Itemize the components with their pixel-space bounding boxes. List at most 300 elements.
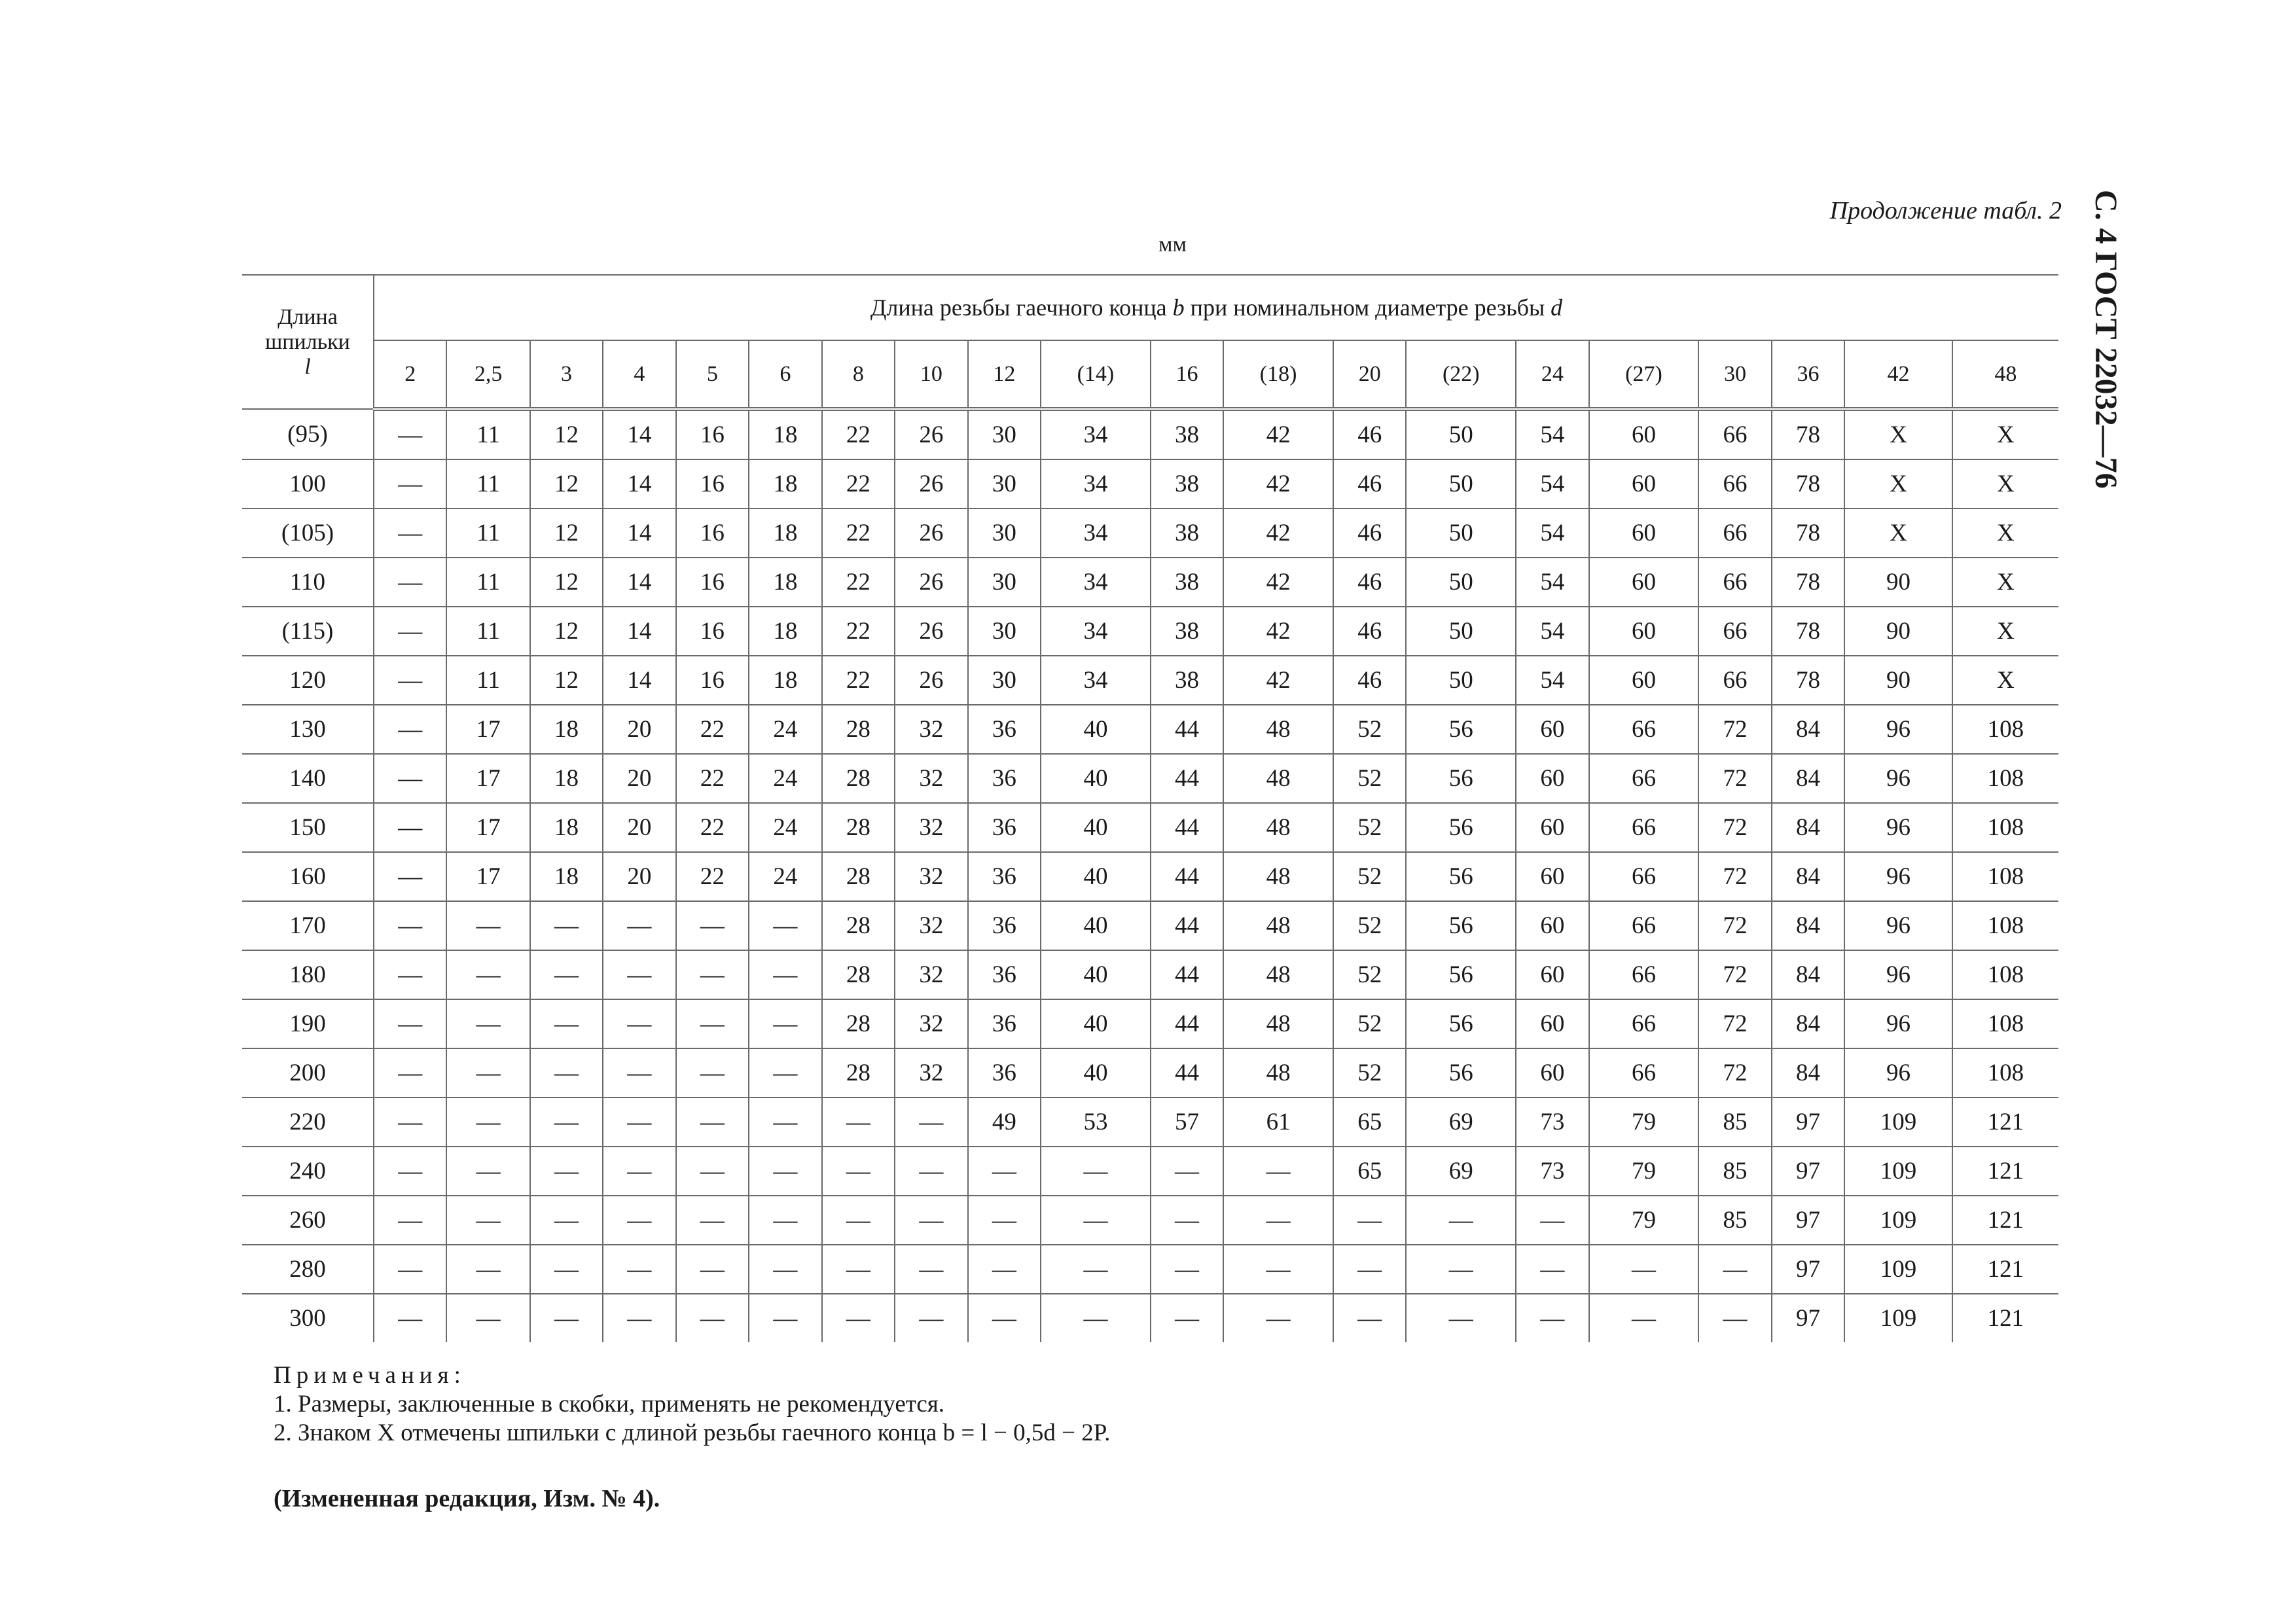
thread-length-cell: — (374, 803, 446, 852)
table-row (242, 656, 2058, 705)
thread-length-cell: 26 (895, 508, 967, 558)
thread-length-cell: 54 (1516, 409, 1588, 459)
thread-length-cell: 60 (1516, 1048, 1588, 1097)
thread-length-cell: 72 (1698, 852, 1771, 901)
thread-length-cell: 14 (603, 508, 675, 558)
thread-length-cell: 109 (1844, 1147, 1952, 1196)
thread-length-cell: 22 (822, 558, 895, 607)
thread-length-cell: 18 (530, 803, 603, 852)
thread-length-cell: 108 (1952, 901, 2058, 950)
note-2: 2. Знаком X отмечены шпильки с длиной резьбы гаечного конца b = l − 0,5d − 2P. (274, 1419, 1111, 1446)
thread-length-cell: 38 (1151, 459, 1223, 508)
thread-length-cell: — (676, 1196, 749, 1245)
thread-length-cell: 17 (446, 754, 529, 803)
thread-length-cell: 30 (968, 656, 1041, 705)
thread-length-cell: 30 (968, 607, 1041, 656)
thread-length-cell: 108 (1952, 754, 2058, 803)
thread-length-cell: 84 (1772, 950, 1844, 999)
thread-length-cell: 26 (895, 656, 967, 705)
thread-length-cell: 50 (1406, 558, 1516, 607)
thread-length-cell: — (1516, 1196, 1588, 1245)
stud-length-cell: (95) (242, 409, 374, 459)
thread-length-cell: 24 (749, 705, 821, 754)
diameter-header-cell: 30 (1698, 340, 1771, 409)
thread-length-cell: 40 (1041, 803, 1151, 852)
stud-length-cell: 130 (242, 705, 374, 754)
thread-length-cell: — (446, 1097, 529, 1147)
thread-length-cell: 18 (530, 754, 603, 803)
thread-length-cell: 60 (1589, 459, 1699, 508)
thread-length-cell: 84 (1772, 705, 1844, 754)
thread-length-cell: — (968, 1245, 1041, 1294)
thread-length-cell: 78 (1772, 409, 1844, 459)
thread-length-cell: 46 (1333, 459, 1406, 508)
thread-length-cell: — (1516, 1245, 1588, 1294)
thread-length-cell: 48 (1223, 852, 1333, 901)
thread-length-cell: 12 (530, 558, 603, 607)
thread-length-cell: 50 (1406, 459, 1516, 508)
thread-length-cell: 56 (1406, 950, 1516, 999)
table-row (242, 1147, 2058, 1196)
thread-length-cell: 36 (968, 705, 1041, 754)
thread-length-cell: — (530, 1147, 603, 1196)
thread-length-cell: — (749, 950, 821, 999)
thread-length-cell: 18 (749, 459, 821, 508)
thread-length-cell: 34 (1041, 607, 1151, 656)
thread-length-cell: 26 (895, 459, 967, 508)
thread-length-cell: — (1333, 1245, 1406, 1294)
thread-length-cell: 20 (603, 803, 675, 852)
thread-length-cell: — (676, 1245, 749, 1294)
stud-length-cell: 260 (242, 1196, 374, 1245)
thread-length-cell: 48 (1223, 999, 1333, 1048)
thread-length-cell: — (603, 1245, 675, 1294)
thread-length-cell: 52 (1333, 999, 1406, 1048)
thread-length-cell: 22 (822, 409, 895, 459)
thread-length-cell: — (374, 607, 446, 656)
table-row (242, 1196, 2058, 1245)
thread-length-cell: 28 (822, 950, 895, 999)
stud-length-cell: 240 (242, 1147, 374, 1196)
stud-length-cell: 190 (242, 999, 374, 1048)
table-row (242, 1245, 2058, 1294)
thread-length-cell: 52 (1333, 852, 1406, 901)
thread-length-cell: 22 (676, 754, 749, 803)
thread-length-cell: X (1952, 607, 2058, 656)
table-row (242, 1097, 2058, 1147)
thread-length-cell: — (374, 1048, 446, 1097)
thread-length-cell: — (1151, 1294, 1223, 1342)
thread-length-cell: — (374, 999, 446, 1048)
thread-length-cell: 28 (822, 705, 895, 754)
thread-length-cell: 16 (676, 409, 749, 459)
stud-length-cell: 220 (242, 1097, 374, 1147)
thread-length-cell: 22 (822, 656, 895, 705)
thread-length-cell: 32 (895, 852, 967, 901)
diameter-header-cell: 2 (374, 340, 446, 409)
thread-length-cell: 16 (676, 656, 749, 705)
thread-length-cell: 56 (1406, 901, 1516, 950)
thread-length-cell: — (676, 999, 749, 1048)
thread-length-cell: 36 (968, 852, 1041, 901)
thread-length-cell: 20 (603, 754, 675, 803)
thread-length-cell: 22 (676, 705, 749, 754)
thread-length-cell: 28 (822, 754, 895, 803)
thread-length-cell: 108 (1952, 852, 2058, 901)
thread-length-cell: 34 (1041, 656, 1151, 705)
table-row (242, 1048, 2058, 1097)
table-header-row (242, 275, 2058, 340)
thread-length-cell: 121 (1952, 1147, 2058, 1196)
thread-length-cell: 48 (1223, 1048, 1333, 1097)
page-header (2085, 190, 2163, 504)
thread-length-cell: — (603, 1294, 675, 1342)
thread-length-cell: 18 (749, 409, 821, 459)
thread-length-cell: 90 (1844, 656, 1952, 705)
thread-length-cell: — (822, 1196, 895, 1245)
thread-length-cell: — (603, 999, 675, 1048)
thread-length-cell: 72 (1698, 754, 1771, 803)
diameter-header-cell: 4 (603, 340, 675, 409)
thread-length-cell: 48 (1223, 705, 1333, 754)
thread-length-cell: 79 (1589, 1097, 1699, 1147)
thread-length-cell: 85 (1698, 1196, 1771, 1245)
thread-length-cell: 16 (676, 607, 749, 656)
thread-length-cell: X (1844, 409, 1952, 459)
diameter-header-cell: 12 (968, 340, 1041, 409)
thread-length-cell: 66 (1589, 705, 1699, 754)
thread-length-cell: 52 (1333, 705, 1406, 754)
thread-length-cell: — (603, 1196, 675, 1245)
thread-length-cell: — (374, 950, 446, 999)
thread-length-cell: — (530, 1097, 603, 1147)
thread-length-cell: 26 (895, 607, 967, 656)
thread-length-cell: — (374, 1147, 446, 1196)
thread-length-cell: X (1952, 459, 2058, 508)
thread-length-cell: 12 (530, 459, 603, 508)
thread-length-cell: — (1406, 1196, 1516, 1245)
thread-length-cell: — (1041, 1245, 1151, 1294)
table-row (242, 1294, 2058, 1342)
thread-length-cell: — (446, 999, 529, 1048)
thread-length-cell: 52 (1333, 803, 1406, 852)
diameter-header-cell: 5 (676, 340, 749, 409)
thread-length-cell: 109 (1844, 1245, 1952, 1294)
thread-length-cell: — (749, 1097, 821, 1147)
thread-length-cell: 60 (1516, 803, 1588, 852)
thread-length-cell: — (895, 1294, 967, 1342)
thread-length-cell: 24 (749, 852, 821, 901)
thread-length-cell: 46 (1333, 508, 1406, 558)
thread-length-cell: — (968, 1294, 1041, 1342)
thread-length-cell: 36 (968, 1048, 1041, 1097)
table-row (242, 607, 2058, 656)
thread-length-cell: 26 (895, 409, 967, 459)
table-row (242, 950, 2058, 999)
thread-length-cell: — (895, 1097, 967, 1147)
thread-length-cell: 46 (1333, 558, 1406, 607)
thread-length-cell: — (676, 1147, 749, 1196)
thread-length-cell: — (1223, 1196, 1333, 1245)
thread-length-cell: 18 (530, 705, 603, 754)
thread-length-cell: — (374, 852, 446, 901)
thread-length-cell: 72 (1698, 999, 1771, 1048)
thread-length-cell: X (1952, 508, 2058, 558)
thread-length-cell: 84 (1772, 754, 1844, 803)
thread-length-cell: 12 (530, 409, 603, 459)
amendment-note: (Измененная редакция, Изм. № 4). (274, 1485, 660, 1512)
diameter-header-cell: (14) (1041, 340, 1151, 409)
page-header-text: С. 4 ГОСТ 22032—76 (2089, 190, 2123, 489)
row-header-line-1: Длина (278, 304, 338, 329)
thread-length-cell: 20 (603, 852, 675, 901)
thread-length-cell: — (374, 754, 446, 803)
diameter-header-cell: 2,5 (446, 340, 529, 409)
thread-length-cell: 32 (895, 901, 967, 950)
thread-length-cell: — (822, 1097, 895, 1147)
thread-length-cell: — (749, 1048, 821, 1097)
thread-length-cell: 121 (1952, 1245, 2058, 1294)
thread-length-cell: 36 (968, 999, 1041, 1048)
thread-length-cell: 66 (1589, 803, 1699, 852)
thread-length-cell: 32 (895, 999, 967, 1048)
thread-length-cell: — (1223, 1294, 1333, 1342)
thread-length-cell: 40 (1041, 901, 1151, 950)
thread-length-cell: 38 (1151, 409, 1223, 459)
thread-length-cell: 54 (1516, 508, 1588, 558)
thread-length-cell: 60 (1516, 901, 1588, 950)
thread-length-cell: — (603, 1048, 675, 1097)
thread-length-cell: 28 (822, 999, 895, 1048)
continuation-label: Продолжение табл. 2 (1829, 197, 2062, 224)
thread-length-cell: — (446, 950, 529, 999)
thread-length-cell: 17 (446, 852, 529, 901)
thread-length-cell: — (446, 1048, 529, 1097)
note-1: 1. Размеры, заключенные в скобки, применять не рекомендуется. (274, 1391, 945, 1418)
diameter-header-cell: 8 (822, 340, 895, 409)
thread-length-cell: — (968, 1196, 1041, 1245)
thread-length-cell: 20 (603, 705, 675, 754)
diameter-header-row (242, 340, 2058, 409)
stud-length-cell: 200 (242, 1048, 374, 1097)
thread-length-cell: 44 (1151, 852, 1223, 901)
thread-length-cell: 11 (446, 409, 529, 459)
thread-length-cell: 18 (749, 558, 821, 607)
thread-length-cell: — (446, 901, 529, 950)
thread-length-cell: X (1844, 508, 1952, 558)
notes-block (274, 1361, 1110, 1448)
thread-length-cell: 85 (1698, 1147, 1771, 1196)
thread-length-cell: 54 (1516, 607, 1588, 656)
thread-length-cell: 12 (530, 656, 603, 705)
thread-length-cell: 16 (676, 459, 749, 508)
thread-length-cell: — (676, 1097, 749, 1147)
thread-length-cell: 96 (1844, 901, 1952, 950)
thread-length-cell: 42 (1223, 409, 1333, 459)
thread-length-cell: — (1589, 1294, 1699, 1342)
thread-length-cell: — (1151, 1245, 1223, 1294)
thread-length-cell: — (530, 950, 603, 999)
thread-length-cell: — (603, 950, 675, 999)
thread-length-cell: — (822, 1147, 895, 1196)
thread-length-cell: 66 (1698, 558, 1771, 607)
thread-length-cell: 66 (1698, 459, 1771, 508)
thread-length-cell: 54 (1516, 459, 1588, 508)
diameter-header-cell: (18) (1223, 340, 1333, 409)
diameter-header-cell: 16 (1151, 340, 1223, 409)
thread-length-cell: 65 (1333, 1147, 1406, 1196)
thread-length-cell: 73 (1516, 1097, 1588, 1147)
stud-length-cell: 170 (242, 901, 374, 950)
table-body (242, 409, 2058, 1342)
table-row (242, 901, 2058, 950)
thread-length-cell: 36 (968, 754, 1041, 803)
thread-length-cell: 85 (1698, 1097, 1771, 1147)
thread-length-cell: 28 (822, 1048, 895, 1097)
thread-length-cell: — (895, 1245, 967, 1294)
thread-length-cell: 18 (530, 852, 603, 901)
thread-length-cell: 60 (1516, 950, 1588, 999)
thread-length-cell: 40 (1041, 999, 1151, 1048)
thread-length-cell: 72 (1698, 803, 1771, 852)
table-row (242, 852, 2058, 901)
thread-length-cell: 14 (603, 459, 675, 508)
stud-length-cell: 120 (242, 656, 374, 705)
thread-length-cell: 57 (1151, 1097, 1223, 1147)
thread-length-cell: — (895, 1147, 967, 1196)
thread-length-cell: — (676, 901, 749, 950)
thread-length-cell: 121 (1952, 1097, 2058, 1147)
thread-length-cell: 66 (1698, 607, 1771, 656)
thread-length-cell: 18 (749, 508, 821, 558)
thread-length-cell: 79 (1589, 1147, 1699, 1196)
thread-length-cell: 96 (1844, 705, 1952, 754)
thread-length-cell: 109 (1844, 1196, 1952, 1245)
thread-length-cell: — (749, 1196, 821, 1245)
thread-length-cell: 42 (1223, 656, 1333, 705)
notes-title: Примечания: (274, 1362, 466, 1389)
thread-length-cell: 34 (1041, 409, 1151, 459)
thread-length-cell: 22 (822, 459, 895, 508)
thread-length-cell: 52 (1333, 901, 1406, 950)
thread-length-cell: 84 (1772, 999, 1844, 1048)
thread-length-cell: 53 (1041, 1097, 1151, 1147)
row-header-line-2: шпильки (265, 329, 350, 354)
thread-length-cell: 44 (1151, 754, 1223, 803)
thread-length-cell: 66 (1589, 754, 1699, 803)
thread-length-table (242, 274, 2058, 1342)
thread-length-cell: 69 (1406, 1147, 1516, 1196)
stud-length-cell: 150 (242, 803, 374, 852)
thread-length-cell: — (1516, 1294, 1588, 1342)
thread-length-cell: 52 (1333, 754, 1406, 803)
thread-length-cell: 84 (1772, 901, 1844, 950)
thread-length-cell: 48 (1223, 901, 1333, 950)
thread-length-cell: — (1406, 1245, 1516, 1294)
diameter-header-cell: 36 (1772, 340, 1844, 409)
thread-length-cell: 17 (446, 803, 529, 852)
thread-length-cell: 108 (1952, 1048, 2058, 1097)
thread-length-cell: 40 (1041, 1048, 1151, 1097)
thread-length-cell: 66 (1589, 901, 1699, 950)
thread-length-cell: 54 (1516, 656, 1588, 705)
thread-length-cell: 72 (1698, 950, 1771, 999)
table-row (242, 705, 2058, 754)
thread-length-cell: — (1589, 1245, 1699, 1294)
thread-length-cell: — (676, 1048, 749, 1097)
table-row (242, 558, 2058, 607)
thread-length-cell: — (1151, 1196, 1223, 1245)
thread-length-cell: 44 (1151, 901, 1223, 950)
row-header-cell (242, 275, 374, 409)
thread-length-cell: — (1151, 1147, 1223, 1196)
thread-length-cell: — (1223, 1147, 1333, 1196)
stud-length-cell: 300 (242, 1294, 374, 1342)
thread-length-cell: — (374, 1196, 446, 1245)
thread-length-cell: 60 (1516, 999, 1588, 1048)
thread-length-cell: 44 (1151, 705, 1223, 754)
thread-length-cell: 52 (1333, 1048, 1406, 1097)
caption-symbol-b: b (1172, 294, 1185, 321)
thread-length-cell: — (446, 1294, 529, 1342)
thread-length-cell: 97 (1772, 1294, 1844, 1342)
thread-length-cell: 78 (1772, 508, 1844, 558)
thread-length-cell: — (749, 1147, 821, 1196)
thread-length-cell: 42 (1223, 558, 1333, 607)
thread-length-cell: 11 (446, 607, 529, 656)
diameter-header-cell: 20 (1333, 340, 1406, 409)
thread-length-cell: X (1952, 409, 2058, 459)
thread-length-cell: — (749, 1245, 821, 1294)
thread-length-cell: 66 (1589, 852, 1699, 901)
thread-length-cell: — (446, 1196, 529, 1245)
thread-length-cell: 49 (968, 1097, 1041, 1147)
thread-length-cell: — (603, 1147, 675, 1196)
thread-length-cell: — (530, 1196, 603, 1245)
thread-length-cell: 78 (1772, 656, 1844, 705)
thread-length-cell: 61 (1223, 1097, 1333, 1147)
stud-length-cell: 160 (242, 852, 374, 901)
thread-length-cell: 32 (895, 754, 967, 803)
thread-length-cell: 50 (1406, 656, 1516, 705)
thread-length-cell: 36 (968, 950, 1041, 999)
thread-length-cell: 22 (822, 508, 895, 558)
thread-length-cell: 17 (446, 705, 529, 754)
thread-length-cell: 78 (1772, 558, 1844, 607)
thread-length-cell: 84 (1772, 1048, 1844, 1097)
thread-length-cell: 60 (1589, 656, 1699, 705)
caption-symbol-d: d (1551, 294, 1563, 321)
thread-length-cell: 65 (1333, 1097, 1406, 1147)
diameter-header-cell: 42 (1844, 340, 1952, 409)
thread-length-cell: 50 (1406, 508, 1516, 558)
thread-length-cell: 34 (1041, 508, 1151, 558)
stud-length-cell: (115) (242, 607, 374, 656)
thread-length-cell: — (530, 1294, 603, 1342)
table-row (242, 754, 2058, 803)
diameter-header-cell: 6 (749, 340, 821, 409)
thread-length-cell: 30 (968, 508, 1041, 558)
thread-length-cell: 44 (1151, 999, 1223, 1048)
thread-length-cell: — (603, 901, 675, 950)
thread-length-cell: 66 (1589, 950, 1699, 999)
thread-length-cell: 69 (1406, 1097, 1516, 1147)
thread-length-cell: 36 (968, 803, 1041, 852)
thread-length-cell: — (1223, 1245, 1333, 1294)
thread-length-cell: 108 (1952, 950, 2058, 999)
thread-length-cell: 11 (446, 508, 529, 558)
thread-length-cell: 50 (1406, 607, 1516, 656)
